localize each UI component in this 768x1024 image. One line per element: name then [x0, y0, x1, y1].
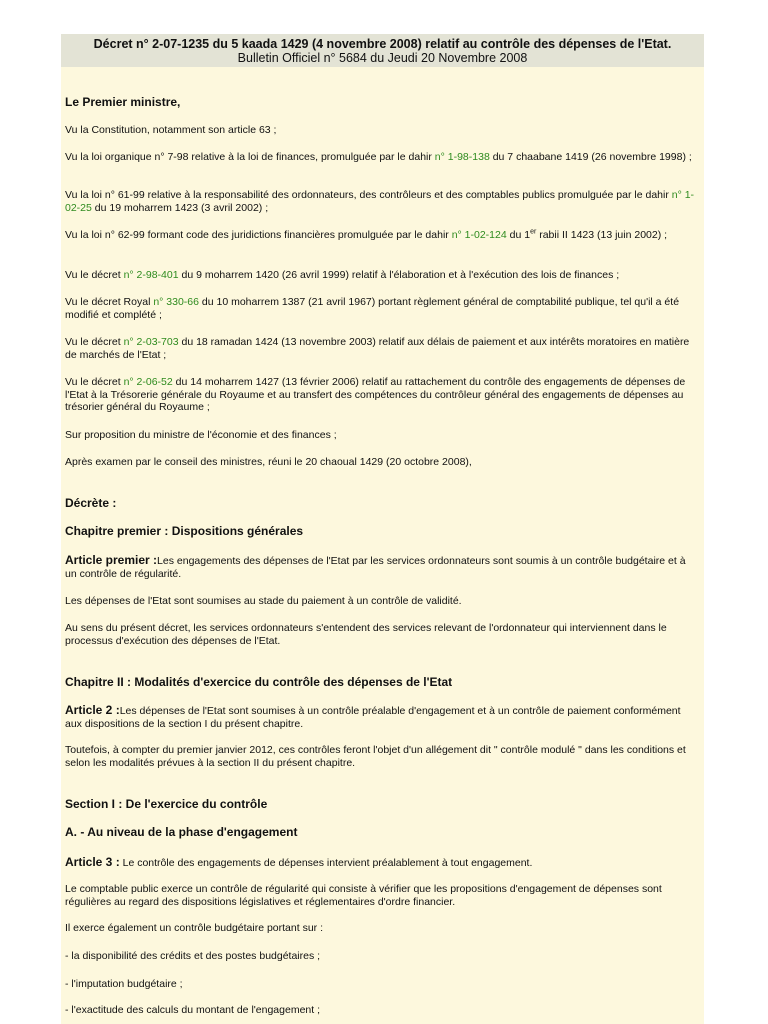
article-label: Article 3 : [65, 855, 120, 869]
paragraph: Vu le décret n° 2-98-401 du 9 moharrem 1420 (26 avril 1999) relatif à l'élaboration et à l'exécution des lois de finances ; [65, 269, 620, 281]
list-item: - la disponibilité des crédits et des postes budgétaires ; [65, 950, 321, 962]
paragraph: Au sens du présent décret, les services ordonnateurs s'entendent des services relevant de l'ordonnateur qui interviennent dans le processus d'exécution des dépenses de l'Etat. [65, 622, 667, 647]
decree-link[interactable]: n° 2-03-703 [123, 336, 179, 348]
paragraph: Il exerce également un contrôle budgétaire portant sur : [65, 922, 323, 934]
decrees-heading: Décrète : [65, 496, 117, 510]
paragraph: Vu le décret n° 2-06-52 du 14 moharrem 1427 (13 février 2006) relatif au rattachement du contrôle des engagements de dépenses de l'Etat à la Trésorerie générale du Royaume et au transfert des compétences du contrôleur général des engagements de dépenses au trésorier général du Royaume ; [65, 376, 686, 413]
paragraph: Après examen par le conseil des ministres, réuni le 20 chaoual 1429 (20 octobre 2008), [65, 456, 472, 468]
paragraph: Vu le décret n° 2-03-703 du 18 ramadan 1424 (13 novembre 2003) relatif aux délais de paiement et aux intérêts moratoires en matière de marchés de l'Etat ; [65, 336, 690, 361]
decree-link[interactable]: n° 1-02-25 [65, 189, 695, 214]
paragraph: Vu la loi organique n° 7-98 relative à la loi de finances, promulguée par le dahir n° 1-98-138 du 7 chaabane 1419 (26 novembre 1998) ; [65, 151, 692, 163]
article-label: Article 2 : [65, 703, 120, 717]
paragraph: Vu la loi n° 61-99 relative à la responsabilité des ordonnateurs, des contrôleurs et des comptables publics promulguée par le dahir n° 1-02-25 du 19 moharrem 1423 (3 avril 2002) ; [65, 189, 695, 214]
paragraph: Le comptable public exerce un contrôle de régularité qui consiste à vérifier que les propositions d'engagement de dépenses sont régulières au regard des dispositions législatives et réglementaires d'ordre financier. [65, 883, 662, 908]
section-heading: Section I : De l'exercice du contrôle [65, 797, 268, 811]
decree-link[interactable]: n° 1-98-138 [434, 151, 490, 163]
decree-link[interactable]: n° 330-66 [153, 296, 199, 308]
article-paragraph: Article 3 : Le contrôle des engagements de dépenses intervient préalablement à tout engagement. [65, 855, 533, 869]
decree-link[interactable]: n° 2-98-401 [123, 269, 179, 281]
paragraph: Sur proposition du ministre de l'économie et des finances ; [65, 429, 337, 441]
list-item: - l'imputation budgétaire ; [65, 978, 183, 990]
preamble-heading: Le Premier ministre, [65, 95, 181, 109]
subsection-heading: A. - Au niveau de la phase d'engagement [65, 825, 298, 839]
document-header [61, 34, 704, 67]
paragraph: Toutefois, à compter du premier janvier 2012, ces contrôles feront l'objet d'un allégement dit " contrôle modulé " dans les conditions et selon les modalités prévues à la section II du présent chapitre. [65, 744, 686, 769]
article-paragraph: Article premier :Les engagements des dépenses de l'Etat par les services ordonnateurs sont soumis à un contrôle budgétaire et à un contrôle de régularité. [65, 553, 686, 580]
article-paragraph: Article 2 :Les dépenses de l'Etat sont soumises à un contrôle préalable d'engagement et à un contrôle de paiement conformément aux dispositions de la section I du présent chapitre. [65, 703, 681, 730]
chapter-heading: Chapitre II : Modalités d'exercice du contrôle des dépenses de l'Etat [65, 675, 453, 689]
document-page [61, 34, 704, 1024]
document-title: Décret n° 2-07-1235 du 5 kaada 1429 (4 novembre 2008) relatif au contrôle des dépenses de l'Etat. [93, 37, 672, 51]
article-label: Article premier : [65, 553, 158, 567]
paragraph: Vu le décret Royal n° 330-66 du 10 moharrem 1387 (21 avril 1967) portant règlement général de comptabilité publique, tel qu'il a été modifié et complété ; [65, 296, 680, 321]
paragraph: Les dépenses de l'Etat sont soumises au stade du paiement à un contrôle de validité. [65, 595, 462, 607]
paragraph: Vu la Constitution, notamment son article 63 ; [65, 124, 277, 136]
paragraph: Vu la loi n° 62-99 formant code des juridictions financières promulguée par le dahir n° 1-02-124 du 1er rabii II 1423 (13 juin 2002) ; [65, 228, 668, 241]
chapter-heading: Chapitre premier : Dispositions générales [65, 524, 304, 538]
decree-link[interactable]: n° 1-02-124 [451, 229, 507, 241]
document-subtitle: Bulletin Officiel n° 5684 du Jeudi 20 Novembre 2008 [237, 51, 528, 65]
decree-link[interactable]: n° 2-06-52 [123, 376, 173, 388]
list-item: - l'exactitude des calculs du montant de l'engagement ; [65, 1004, 320, 1016]
